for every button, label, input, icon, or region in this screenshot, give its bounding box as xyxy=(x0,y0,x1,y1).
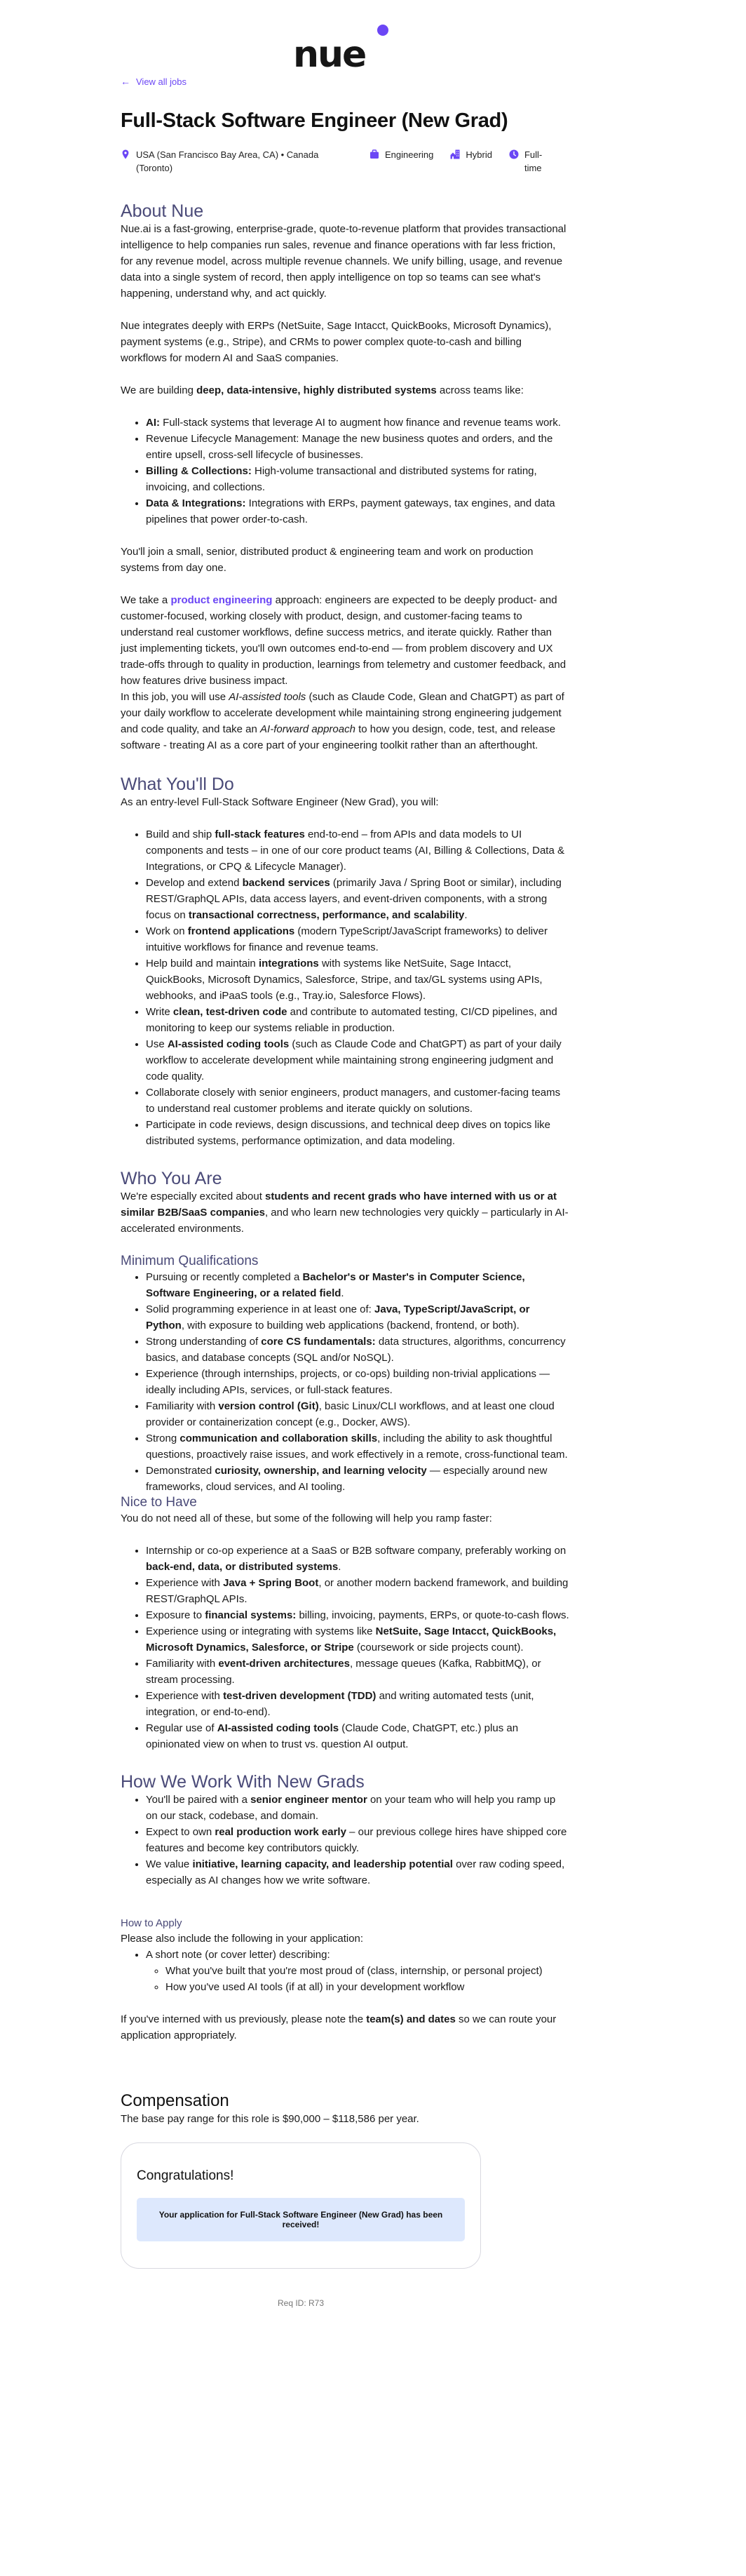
req-id: Req ID: R73 xyxy=(277,2298,325,2308)
apply-sublist xyxy=(146,1963,569,1995)
text: Experience with xyxy=(146,1577,224,1589)
workplace-text: Hybrid xyxy=(466,149,492,160)
text: . xyxy=(338,1561,341,1573)
bold-text: test-driven development (TDD) xyxy=(223,1690,377,1702)
view-all-jobs-label: View all jobs xyxy=(136,76,187,87)
what-youll-do-intro: As an entry-level Full-Stack Software Engineer (New Grad), you will: xyxy=(121,796,439,808)
list-item xyxy=(146,1575,569,1607)
list-item xyxy=(146,415,569,431)
text: Integrations with ERPs, payment gateways, tax engines, and data pipelines that power order-to-cash. xyxy=(146,497,555,525)
list-item xyxy=(146,923,569,955)
bold-text: back-end, data, or distributed systems xyxy=(146,1561,339,1573)
bold-text: Java + Spring Boot xyxy=(223,1577,319,1589)
list-item xyxy=(146,431,569,463)
bold-text: AI-assisted coding tools xyxy=(217,1722,339,1734)
list-item xyxy=(146,826,569,875)
list-item xyxy=(146,1463,569,1495)
text: on your team who will help you ramp up on our stack, codebase, and domain. xyxy=(146,1794,556,1822)
text: across teams like: xyxy=(436,384,524,396)
minimum-qualifications-list xyxy=(121,1269,569,1495)
text: Collaborate closely with senior engineers, product managers, and customer-facing teams to understand real customer problems and iterate quickly on solutions. xyxy=(146,1087,561,1115)
text: billing, invoicing, payments, ERPs, or quote-to-cash flows. xyxy=(296,1609,569,1621)
nue-logo[interactable]: nue xyxy=(293,34,366,76)
bold-text: NetSuite, Sage Intacct, QuickBooks, Microsoft Dynamics, Salesforce, or Stripe xyxy=(146,1625,557,1653)
nice-to-have-heading: Nice to Have xyxy=(121,1495,197,1510)
list-item xyxy=(146,1607,569,1623)
bold-text: deep, data-intensive, highly distributed systems xyxy=(196,384,437,396)
responsibilities-list xyxy=(121,826,569,1149)
about-heading: About Nue xyxy=(121,201,204,221)
bold-text: Billing & Collections: xyxy=(146,465,252,477)
about-paragraph-5 xyxy=(121,592,569,689)
list-item xyxy=(146,1036,569,1085)
list-item xyxy=(146,1430,569,1463)
text: Demonstrated xyxy=(146,1465,215,1477)
bold-text: initiative, learning capacity, and leadership potential xyxy=(192,1858,453,1870)
bold-text: core CS fundamentals: xyxy=(261,1336,376,1348)
text: Develop and extend xyxy=(146,877,243,889)
who-you-are-intro xyxy=(121,1188,569,1237)
about-paragraph-1: Nue.ai is a fast-growing, enterprise-grade, quote-to-revenue platform that provides transactional intelligence to help companies run sales, revenue and finance operations with far less friction, for any revenue model, across multiple revenue channels. We unify billing, usage, and revenue data into a single system of record, then apply intelligence on top so teams can see what's happening, understand why, and act quickly. xyxy=(121,223,567,300)
apply-list xyxy=(121,1947,569,1995)
text: over raw coding speed, especially as AI changes how we write software. xyxy=(146,1858,565,1886)
text: , and who learn new technologies very quickly – particularly in AI-accelerated environments. xyxy=(121,1207,569,1235)
text: Exposure to xyxy=(146,1609,205,1621)
italic-text: AI-assisted tools xyxy=(229,691,306,703)
list-item xyxy=(146,1856,569,1889)
compensation-heading: Compensation xyxy=(121,2091,229,2110)
text: We are building xyxy=(121,384,197,396)
location-text: USA (San Francisco Bay Area, CA) • Canada (Toronto) xyxy=(136,149,319,173)
bold-text: Data & Integrations: xyxy=(146,497,246,509)
text: (Claude Code, ChatGPT, etc.) plus an opinionated view on when to trust vs. question AI output. xyxy=(146,1722,519,1750)
bold-text: transactional correctness, performance, and scalability xyxy=(188,909,465,921)
list-item xyxy=(146,1301,569,1334)
text: You'll be paired with a xyxy=(146,1794,251,1806)
list-item xyxy=(146,1688,569,1720)
text: with systems like NetSuite, Sage Intacct, QuickBooks, Microsoft Dynamics, Salesforce, Stripe, and tax/GL systems using APIs, webhooks, and iPaaS tools (e.g., Tray.io, Salesforce Flows). xyxy=(146,958,543,1002)
text: data structures, algorithms, concurrency basics, and database concepts (SQL and/or NoSQL). xyxy=(146,1336,566,1364)
text: and writing automated tests (unit, integration, or end-to-end). xyxy=(146,1690,534,1718)
how-to-apply-heading: How to Apply xyxy=(121,1917,182,1929)
text: end-to-end – from APIs and data models to UI components and tests – in one of our core product teams (AI, Billing & Collections, Data & Integrations, or CPQ & Lifecycle Manager). xyxy=(146,829,564,873)
list-item: ◦ What you've built that you're most proud of (class, internship, or personal project) xyxy=(165,1963,569,1979)
list-item xyxy=(146,1117,569,1149)
about-paragraph-6 xyxy=(121,689,569,753)
list-item xyxy=(146,1398,569,1430)
bold-text: integrations xyxy=(258,958,319,970)
bold-text: Bachelor's or Master's in Computer Science, Software Engineering, or a related field xyxy=(146,1271,525,1299)
text: Use xyxy=(146,1038,168,1050)
text: (such as Claude Code, Glean and ChatGPT) as part of your daily workflow to accelerate development while maintaining strong engineering judgement and code quality, and take an xyxy=(121,691,564,735)
job-title: Full-Stack Software Engineer (New Grad) xyxy=(121,109,508,132)
building-icon xyxy=(450,149,460,159)
text: Full-stack systems that leverage AI to augment how finance and revenue teams work. xyxy=(160,417,561,429)
list-item xyxy=(146,1004,569,1036)
list-item: ◦ How you've used AI tools (if at all) in your development workflow xyxy=(165,1979,569,1995)
text: Strong understanding of xyxy=(146,1336,262,1348)
logo-dot-icon xyxy=(377,25,388,36)
apply-note xyxy=(121,2011,569,2044)
text: Work on xyxy=(146,925,188,937)
view-all-jobs-link[interactable] xyxy=(121,76,186,87)
bold-text: version control (Git) xyxy=(218,1400,319,1412)
text: and contribute to automated testing, CI/CD pipelines, and monitoring to keep our systems reliable in production. xyxy=(146,1006,557,1034)
text: Familiarity with xyxy=(146,1400,219,1412)
what-youll-do-heading: What You'll Do xyxy=(121,774,234,794)
teams-list xyxy=(121,415,569,528)
text: We value xyxy=(146,1858,193,1870)
text: In this job, you will use xyxy=(121,691,229,703)
compensation-text: The base pay range for this role is $90,000 – $118,586 per year. xyxy=(121,2113,419,2125)
text: to how you design, code, test, and release software - treating AI as a core part of your engineering toolkit rather than an afterthought. xyxy=(121,723,556,751)
arrow-left-icon: ← xyxy=(121,76,130,87)
text: Write xyxy=(146,1006,173,1018)
text: , message queues (Kafka, RabbitMQ), or stream processing. xyxy=(146,1658,541,1686)
text: High-volume transactional and distributed systems for rating, invoicing, and collections. xyxy=(146,465,537,493)
how-to-apply-intro: Please also include the following in your application: xyxy=(121,1933,364,1945)
who-you-are-heading: Who You Are xyxy=(121,1169,222,1188)
text: We take a xyxy=(121,594,171,606)
text: , including the ability to ask thoughtful questions, proactively raise issues, and work effectively in a remote, cross-functional team. xyxy=(146,1433,568,1461)
bold-text: AI: xyxy=(146,417,160,429)
job-content xyxy=(121,105,569,2308)
bold-text: students and recent grads who have interned with us or at similar B2B/SaaS companies xyxy=(121,1190,557,1219)
about-paragraph-2: Nue integrates deeply with ERPs (NetSuite, Sage Intacct, QuickBooks, Microsoft Dynamics), payment systems (e.g., Stripe), and CRMs to power complex quote-to-cash and billing workflows for modern AI and SaaS companies. xyxy=(121,320,552,364)
job-meta xyxy=(121,148,569,175)
text: Solid programming experience in at least one of: xyxy=(146,1303,375,1315)
bold-text: team(s) and dates xyxy=(366,2013,456,2025)
bold-text: frontend applications xyxy=(187,925,295,937)
list-item xyxy=(146,955,569,1004)
text: Help build and maintain xyxy=(146,958,259,970)
list-item xyxy=(146,1623,569,1656)
minimum-qualifications-heading: Minimum Qualifications xyxy=(121,1254,259,1268)
list-item xyxy=(146,495,569,528)
list-item xyxy=(146,1824,569,1856)
italic-text: AI-forward approach xyxy=(260,723,355,735)
list-item xyxy=(146,1543,569,1575)
text: Internship or co-op experience at a SaaS or B2B software company, preferably working on xyxy=(146,1545,567,1557)
nice-to-have-list xyxy=(121,1543,569,1752)
text: — especially around new frameworks, cloud services, and AI tooling. xyxy=(146,1465,548,1493)
nice-to-have-intro: You do not need all of these, but some of the following will help you ramp faster: xyxy=(121,1512,492,1524)
text: We're especially excited about xyxy=(121,1190,266,1202)
text: Participate in code reviews, design discussions, and technical deep dives on topics like distributed systems, performance optimization, and data modeling. xyxy=(146,1119,550,1147)
list-item xyxy=(146,463,569,495)
text: , with exposure to building web applications (backend, frontend, or both). xyxy=(181,1320,520,1331)
department-text: Engineering xyxy=(385,149,434,160)
text: . xyxy=(341,1287,344,1299)
text: Build and ship xyxy=(146,829,215,840)
text: (primarily Java / Spring Boot or similar), including REST/GraphQL APIs, data access layers, and event-driven components, with a strong focus on xyxy=(146,877,562,921)
bold-text: clean, test-driven code xyxy=(172,1006,287,1018)
text: so we can route your application appropriately. xyxy=(121,2013,557,2041)
list-item xyxy=(146,1792,569,1824)
list-item xyxy=(146,1366,569,1398)
about-paragraph-4: You'll join a small, senior, distributed product & engineering team and work on production systems from day one. xyxy=(121,546,534,574)
list-item xyxy=(146,1085,569,1117)
application-received-notice: Your application for Full-Stack Software Engineer (New Grad) has been received! xyxy=(137,2198,465,2241)
new-grads-list xyxy=(121,1792,569,1889)
list-item xyxy=(146,1656,569,1688)
meta-location xyxy=(121,148,334,175)
new-grads-heading: How We Work With New Grads xyxy=(121,1772,365,1792)
briefcase-icon xyxy=(369,149,379,159)
text: – our previous college hires have shipped core features and become key contributors quickly. xyxy=(146,1826,567,1854)
meta-employment-type xyxy=(509,148,543,175)
header xyxy=(0,21,746,76)
bold-text: full-stack features xyxy=(215,829,305,840)
text: , basic Linux/CLI workflows, and at least one cloud provider or containerization concept (e.g., Docker, AWS). xyxy=(146,1400,555,1428)
text: , or another modern backend framework, and building REST/GraphQL APIs. xyxy=(146,1577,569,1605)
product-engineering-link[interactable]: product engineering xyxy=(170,594,273,606)
text: (coursework or side projects count). xyxy=(353,1642,524,1653)
bold-text: event-driven architectures xyxy=(218,1658,350,1670)
bold-text: curiosity, ownership, and learning velocity xyxy=(215,1465,427,1477)
text: Strong xyxy=(146,1433,180,1444)
list-item xyxy=(146,1334,569,1366)
confirmation-title: Congratulations! xyxy=(137,2168,234,2183)
text: Pursuing or recently completed a xyxy=(146,1271,303,1283)
text: Expect to own xyxy=(146,1826,215,1838)
clock-icon xyxy=(509,149,519,159)
employment-type-text: Full-time xyxy=(524,149,543,173)
text: Familiarity with xyxy=(146,1658,219,1670)
list-item xyxy=(146,1269,569,1301)
list-item xyxy=(146,875,569,923)
text: If you've interned with us previously, please note the xyxy=(121,2013,367,2025)
text: (modern TypeScript/JavaScript frameworks) to deliver intuitive workflows for finance and revenue teams. xyxy=(146,925,548,953)
text: . xyxy=(464,909,468,921)
about-paragraph-3 xyxy=(121,382,569,398)
text: Experience using or integrating with systems like xyxy=(146,1625,376,1637)
text: Experience with xyxy=(146,1690,224,1702)
text: (such as Claude Code and ChatGPT) as part of your daily workflow to accelerate development while maintaining strong engineering judgment and code quality. xyxy=(146,1038,562,1082)
bold-text: communication and collaboration skills xyxy=(179,1433,378,1444)
text: approach: engineers are expected to be deeply product- and customer-focused, working closely with product, design, and customer-facing teams to understand real customer workflows, define success metrics, and iterate quickly. Rather than just implementing tickets, you'll own outcomes end-to-end — from problem discovery and UX trade-offs through to quality in production, learnings from telemetry and customer feedback, and how features drive business impact. xyxy=(121,594,567,687)
meta-department xyxy=(369,148,433,175)
bold-text: real production work early xyxy=(215,1826,346,1838)
text: Experience (through internships, projects, or co-ops) building non-trivial applications — ideally including APIs, services, or full-stack features. xyxy=(146,1368,550,1396)
map-pin-icon xyxy=(121,149,130,159)
bold-text: AI-assisted coding tools xyxy=(167,1038,290,1050)
text: Revenue Lifecycle Management: Manage the new business quotes and orders, and the entire upsell, cross-sell lifecycle of businesses. xyxy=(146,433,553,461)
text: A short note (or cover letter) describing: xyxy=(146,1949,330,1961)
bold-text: Java, TypeScript/JavaScript, or Python xyxy=(146,1303,530,1331)
meta-workplace xyxy=(450,148,492,175)
list-item xyxy=(146,1947,569,1995)
bold-text: senior engineer mentor xyxy=(250,1794,367,1806)
bold-text: financial systems: xyxy=(205,1609,297,1621)
text: Regular use of xyxy=(146,1722,217,1734)
bold-text: backend services xyxy=(242,877,330,889)
list-item xyxy=(146,1720,569,1752)
confirmation-card xyxy=(121,2142,481,2269)
